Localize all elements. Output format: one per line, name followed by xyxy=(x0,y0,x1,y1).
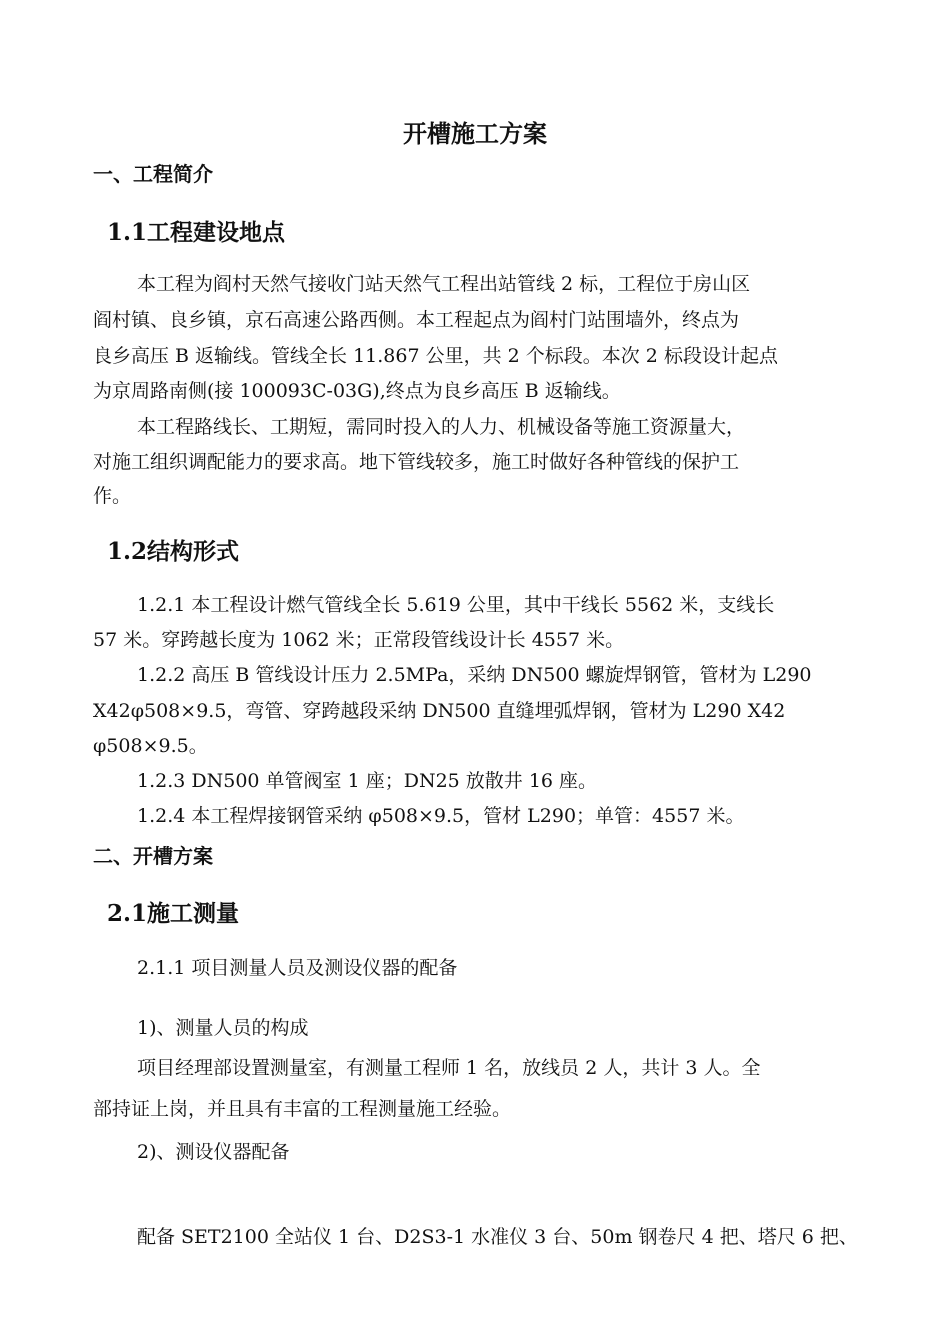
list-item-label: 2)、测设仪器配备 xyxy=(137,1141,290,1163)
list-item-line: 57 米。穿跨越长度为 1062 米；正常段管线设计长 4557 米。 xyxy=(93,629,625,651)
list-item-line: X42φ508×9.5，弯管、穿跨越段采纳 DN500 直缝埋弧焊钢，管材为 L290 X42 xyxy=(93,700,786,722)
paragraph-line: 部持证上岗，并且具有丰富的工程测量施工经验。 xyxy=(93,1098,512,1120)
paragraph-line: 本工程为阎村天然气接收门站天然气工程出站管线 2 标，工程位于房山区 xyxy=(137,273,751,295)
list-item-line: 1.2.4 本工程焊接钢管采纳 φ508×9.5，管材 L290；单管：4557 米。 xyxy=(137,805,745,827)
paragraph-line: 本工程路线长、工期短，需同时投入的人力、机械设备等施工资源量大， xyxy=(137,416,746,438)
paragraph-line: 为京周路南侧(接 100093C-03G),终点为良乡高压 B 返输线。 xyxy=(93,380,621,402)
document-title: 开槽施工方案 xyxy=(403,119,547,148)
list-item-line: 1.2.3 DN500 单管阀室 1 座；DN25 放散井 16 座。 xyxy=(137,770,598,792)
paragraph-line: 配备 SET2100 全站仪 1 台、D2S3-1 水准仪 3 台、50m 钢卷尺 4 把、塔尺 6 把、 xyxy=(137,1226,858,1248)
list-item-line: φ508×9.5。 xyxy=(93,735,208,757)
paragraph-line: 作。 xyxy=(93,485,132,507)
subsection-heading-2-1: 2.1施工测量 xyxy=(107,900,240,927)
paragraph-line: 对施工组织调配能力的要求高。地下管线较多，施工时做好各种管线的保护工 xyxy=(93,451,740,473)
list-item-label: 1)、测量人员的构成 xyxy=(137,1017,309,1039)
list-item-line: 1.2.2 高压 B 管线设计压力 2.5MPa，采纳 DN500 螺旋焊钢管，管材为 L290 xyxy=(137,664,812,686)
subsection-heading-1-2: 1.2结构形式 xyxy=(107,538,240,565)
list-item-line: 1.2.1 本工程设计燃气管线全长 5.619 公里，其中干线长 5562 米，支线长 xyxy=(137,594,775,616)
section-heading-2: 二、开槽方案 xyxy=(93,844,213,868)
paragraph-line: 项目经理部设置测量室，有测量工程师 1 名，放线员 2 人，共计 3 人。全 xyxy=(137,1057,761,1079)
paragraph-line: 良乡高压 B 返输线。管线全长 11.867 公里，共 2 个标段。本次 2 标段设计起点 xyxy=(93,345,778,367)
subsubsection-heading: 2.1.1 项目测量人员及测设仪器的配备 xyxy=(137,957,458,979)
paragraph-line: 阎村镇、良乡镇，京石高速公路西侧。本工程起点为阎村门站围墙外，终点为 xyxy=(93,309,740,331)
subsection-heading-1-1: 1.1工程建设地点 xyxy=(107,219,286,246)
section-heading-1: 一、工程简介 xyxy=(93,162,213,186)
